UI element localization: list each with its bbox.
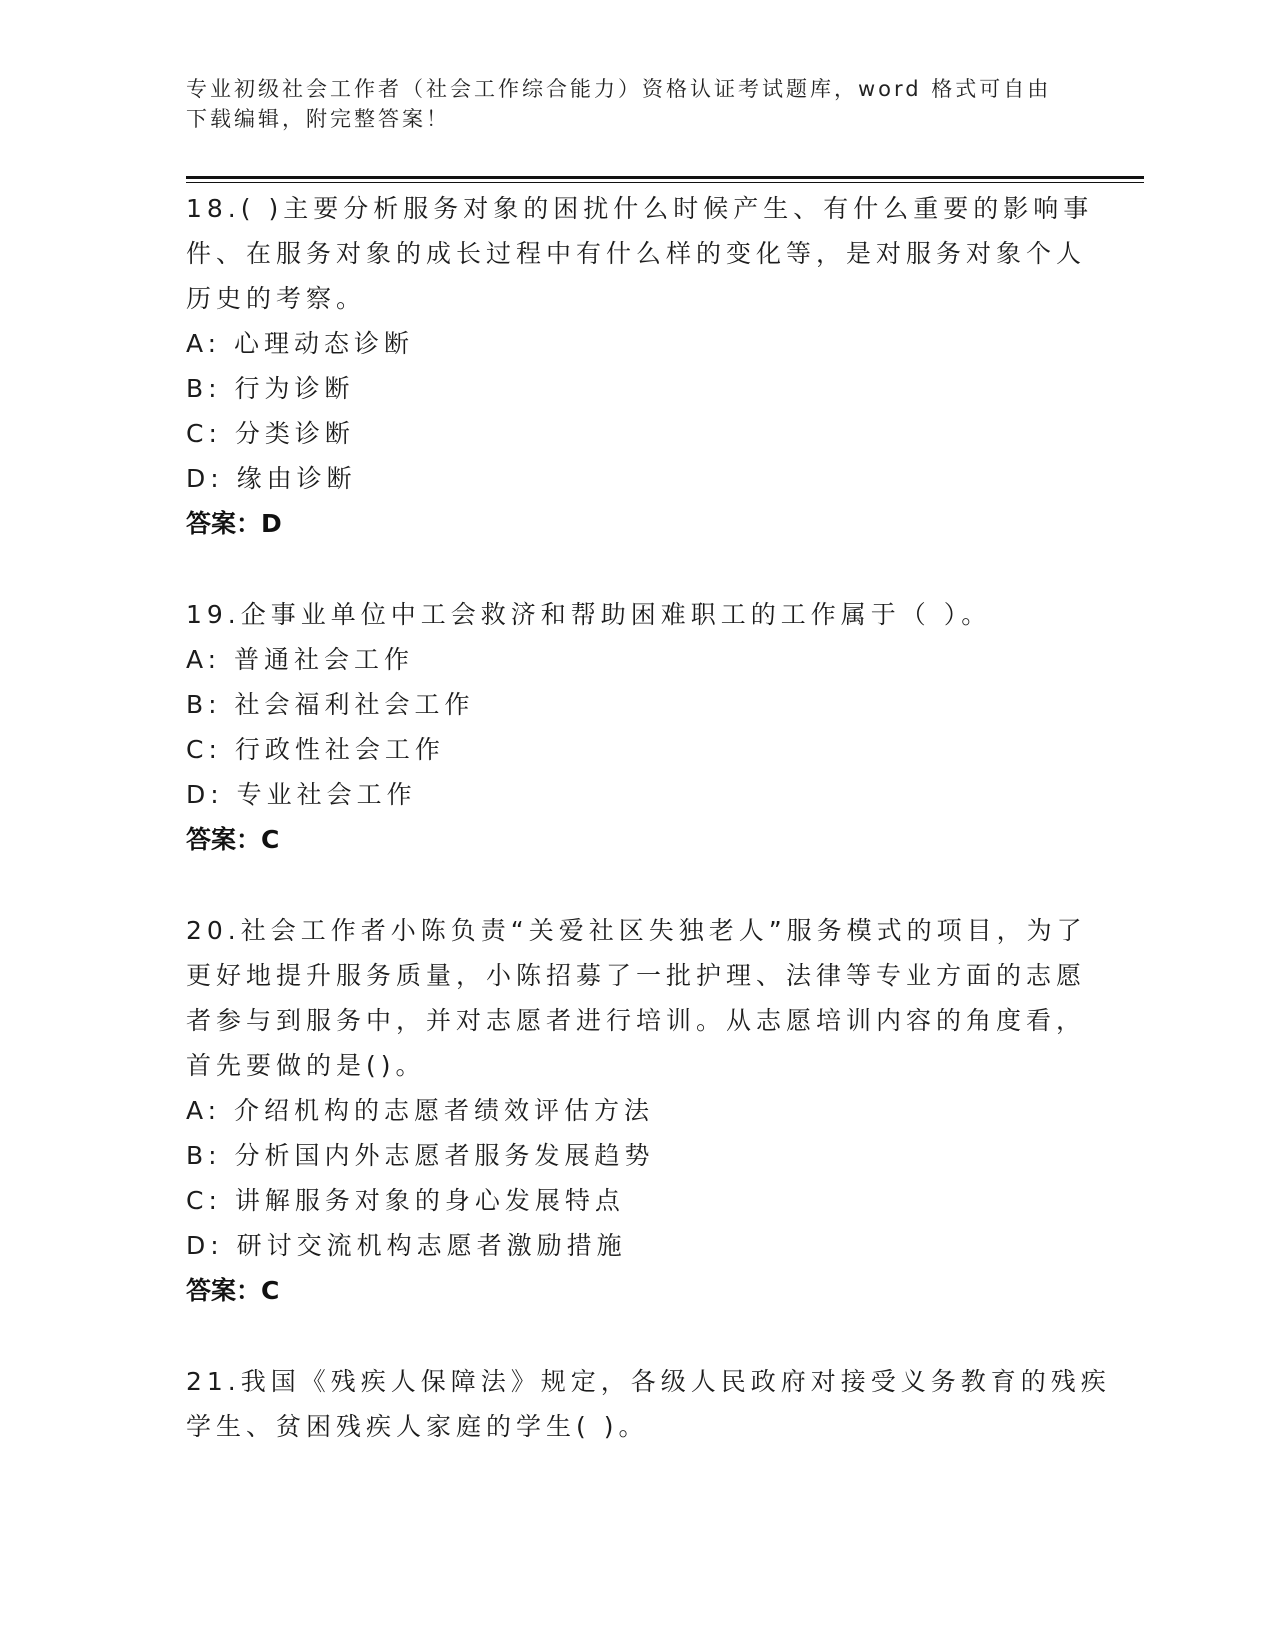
spacer (186, 1313, 1106, 1359)
question-20-stem-line-3: 者参与到服务中，并对志愿者进行培训。从志愿培训内容的角度看， (186, 1006, 1087, 1035)
question-18-stem-line-2: 件、在服务对象的成长过程中有什么样的变化等，是对服务对象个人 (186, 239, 1087, 268)
question-19 (186, 592, 1106, 862)
question-19-option-c: C: 行政性社会工作 (186, 735, 445, 764)
question-20-option-c: C: 讲解服务对象的身心发展特点 (186, 1186, 625, 1215)
question-19-option-b: B: 社会福利社会工作 (186, 690, 475, 719)
question-20-option-a: A: 介绍机构的志愿者绩效评估方法 (186, 1096, 655, 1125)
question-20 (186, 908, 1106, 1313)
question-19-answer: 答案：C (186, 825, 280, 854)
question-18-answer: 答案：D (186, 509, 282, 538)
header-divider-thick (186, 176, 1144, 179)
question-20-option-d: D: 研讨交流机构志愿者激励措施 (186, 1231, 627, 1260)
question-21 (186, 1359, 1111, 1449)
document-header (186, 74, 1066, 134)
question-18-option-b: B: 行为诊断 (186, 374, 355, 403)
question-21-stem-line-2: 学生、贫困残疾人家庭的学生( )。 (186, 1412, 649, 1441)
question-18-stem-line-1: 18.( )主要分析服务对象的困扰什么时候产生、有什么重要的影响事 (186, 194, 1094, 223)
question-18 (186, 186, 1106, 546)
question-20-option-b: B: 分析国内外志愿者服务发展趋势 (186, 1141, 655, 1170)
spacer (186, 862, 1106, 908)
question-20-stem-line-1: 20.社会工作者小陈负责“关爱社区失独老人”服务模式的项目，为了 (186, 916, 1087, 945)
question-21-stem-line-1: 21.我国《残疾人保障法》规定，各级人民政府对接受义务教育的残疾 (186, 1367, 1111, 1396)
spacer (186, 546, 1106, 592)
question-20-stem-line-2: 更好地提升服务质量，小陈招募了一批护理、法律等专业方面的志愿 (186, 961, 1087, 990)
question-20-stem-line-4: 首先要做的是()。 (186, 1051, 426, 1080)
question-19-stem-line-1: 19.企事业单位中工会救济和帮助困难职工的工作属于（ ）。 (186, 600, 992, 629)
question-list (186, 186, 1111, 1449)
question-19-option-a: A: 普通社会工作 (186, 645, 415, 674)
question-18-option-c: C: 分类诊断 (186, 419, 355, 448)
header-line-2: 下载编辑，附完整答案！ (186, 107, 450, 131)
question-18-option-a: A: 心理动态诊断 (186, 329, 415, 358)
header-divider-thin (186, 182, 1144, 183)
question-18-stem-line-3: 历史的考察。 (186, 284, 367, 313)
question-18-option-d: D: 缘由诊断 (186, 464, 357, 493)
question-19-option-d: D: 专业社会工作 (186, 780, 417, 809)
header-line-1: 专业初级社会工作者（社会工作综合能力）资格认证考试题库，word 格式可自由 (186, 77, 1052, 101)
question-20-answer: 答案：C (186, 1276, 280, 1305)
